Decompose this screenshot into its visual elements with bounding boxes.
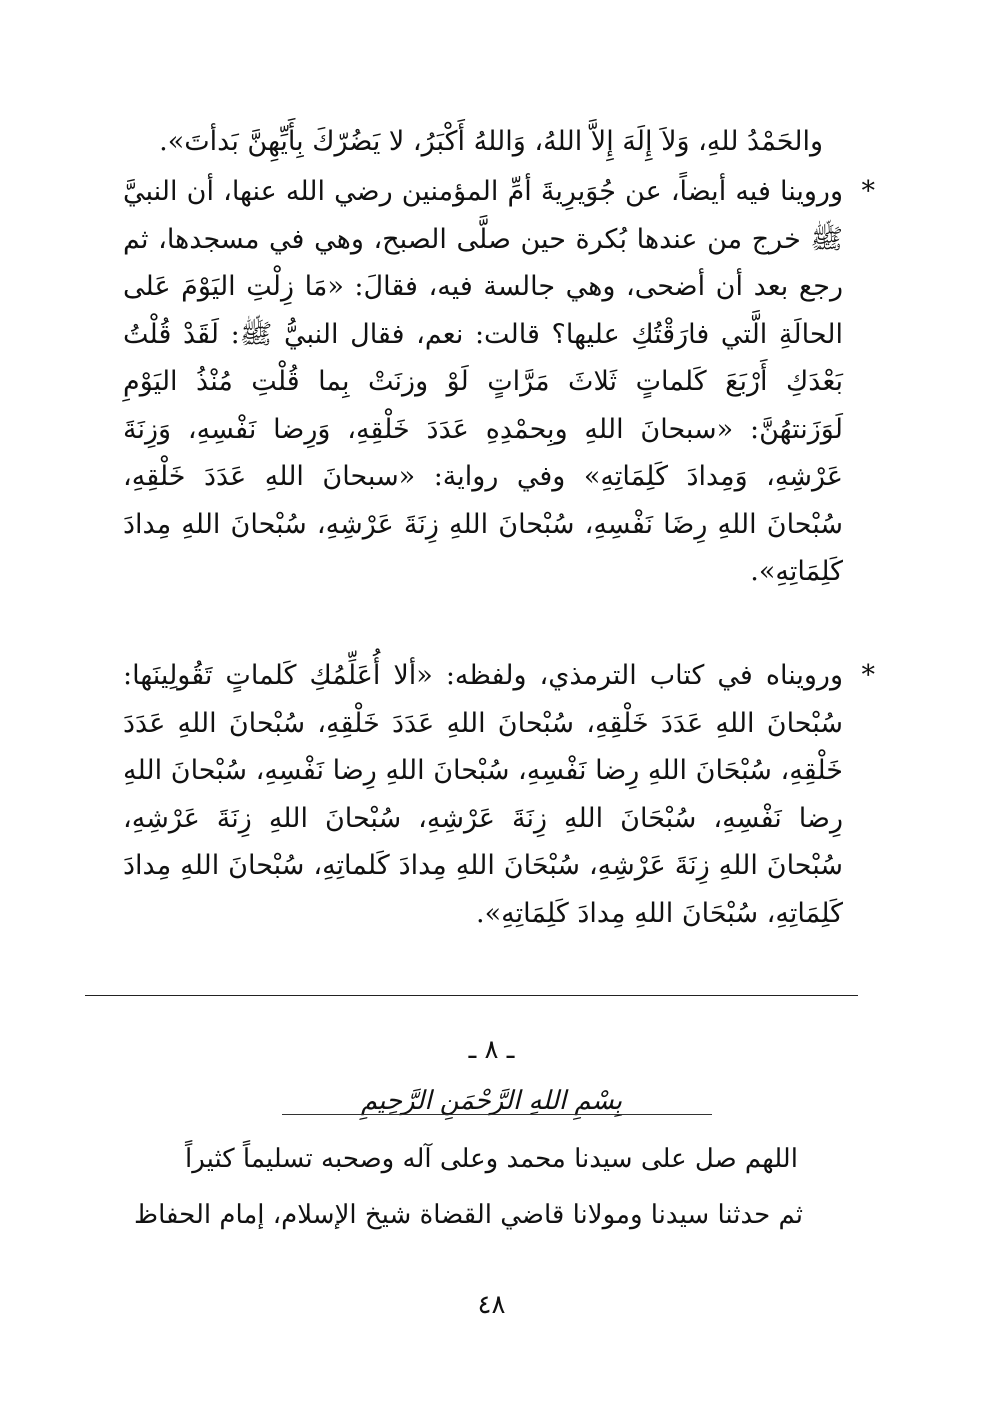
- section-number: ـ ٨ ـ: [468, 1035, 515, 1065]
- basmala-heading: بِسْمِ اللهِ الرَّحْمَنِ الرَّحِيمِ: [360, 1086, 623, 1116]
- hadith-paragraph-1: وروينا فيه أيضاً، عن جُوَيرِيةَ أمِّ المؤمنين رضي الله عنها، أن النبيَّ ﷺ خرج من عندها بُكرة حين صلَّى الصبح، وهي في مسجدها، ثم رجع بعد أن أضحى، وهي جالسة فيه، فقالَ: «مَا زِلْتِ اليَوْمَ عَلى الحالَةِ الَّتي فارَقْتُكِ عليها؟ قالت: نعم، فقال النبيُّ ﷺ: لَقَدْ قُلْتُ بَعْدَكِ أَرْبَعَ كَلماتٍ ثَلاثَ مَرَّاتٍ لَوْ وزنَتْ بِما قُلْتِ مُنْذُ اليَوْمِ لَوَزَنتهُنَّ: «سبحانَ اللهِ وبِحمْدِهِ عَدَدَ خَلْقِهِ، وَرِضا نَفْسِهِ، وَزِنَةَ عَرْشِهِ، وَمِدادَ كَلِمَاتِهِ» وفي رواية: «سبحانَ اللهِ عَدَدَ خَلْقِهِ، سُبْحانَ اللهِ رِضَا نَفْسِهِ، سُبْحانَ اللهِ زِنَةَ عَرْشِهِ، سُبْحانَ اللهِ مِدادَ كَلِمَاتِهِ».: [123, 176, 843, 587]
- basmala-underline: [282, 1114, 712, 1115]
- continuation-paragraph: والحَمْدُ للهِ، وَلاَ إِلَهَ إِلاَّ اللهُ، وَاللهُ أَكْبَرُ، لا يَضُرّكَ بِأَيِّهِنَّ بَدأتَ».: [159, 126, 823, 157]
- salawat-line: اللهم صل على سيدنا محمد وعلى آله وصحبه تسليماً كثيراً: [185, 1144, 798, 1174]
- page-number: ٤٨: [477, 1290, 506, 1320]
- bullet-star-1: *: [861, 176, 875, 207]
- hadith-paragraph-2: ورويناه في كتاب الترمذي، ولفظه: «ألا أُعَلِّمُكِ كَلماتٍ تَقُولِينَها: سُبْحانَ اللهِ عَدَدَ خَلْقِهِ، سُبْحانَ اللهِ عَدَدَ خَلْقِهِ، سُبْحانَ اللهِ عَدَدَ خَلْقِهِ، سُبْحَانَ اللهِ رِضا نَفْسِهِ، سُبْحانَ اللهِ رِضا نَفْسِهِ، سُبْحانَ اللهِ رِضا نَفْسِهِ، سُبْحَانَ اللهِ زِنَةَ عَرْشِهِ، سُبْحانَ اللهِ زِنَةَ عَرْشِهِ، سُبْحانَ اللهِ زِنَةَ عَرْشِهِ، سُبْحَانَ اللهِ مِدادَ كَلماتِهِ، سُبْحانَ اللهِ مِدادَ كَلِمَاتِهِ، سُبْحَانَ اللهِ مِدادَ كَلِمَاتِهِ».: [123, 660, 843, 929]
- section-divider: [85, 995, 858, 996]
- bullet-star-2: *: [861, 660, 875, 691]
- hadith-intro-line: ثم حدثنا سيدنا ومولانا قاضي القضاة شيخ الإسلام، إمام الحفاظ: [134, 1200, 803, 1230]
